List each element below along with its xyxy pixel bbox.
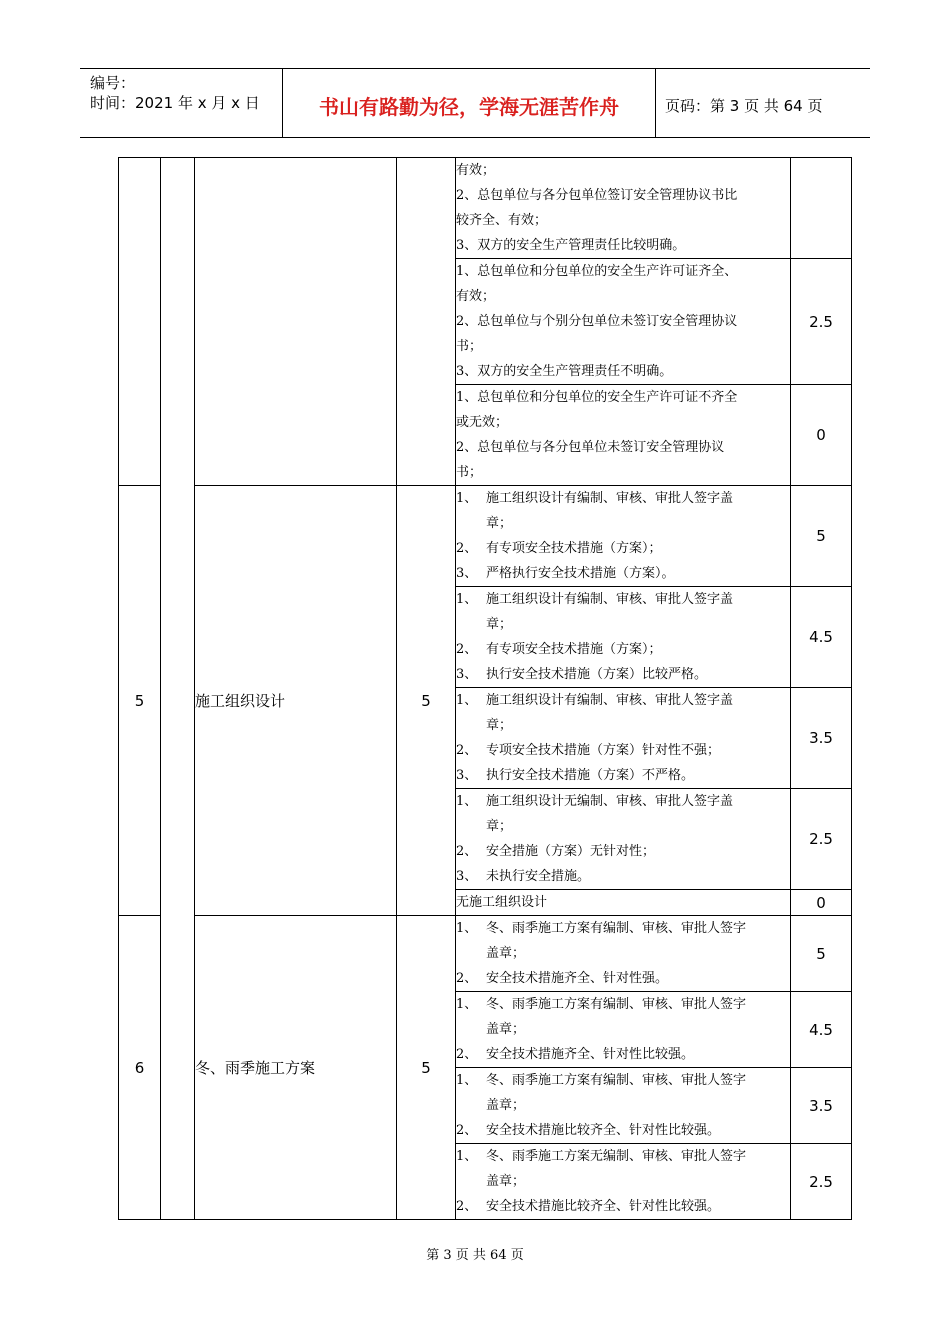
criteria-text: 安全技术措施齐全、针对性强。	[486, 971, 669, 986]
criteria-cell	[456, 916, 791, 992]
criteria-text: 章；	[486, 718, 513, 733]
score-cell: 4.5	[791, 992, 852, 1068]
criteria-line	[456, 713, 790, 738]
criteria-marker: 2、	[456, 743, 478, 758]
criteria-line: 3、双方的安全生产管理责任比较明确。	[456, 238, 686, 253]
criteria-line	[456, 966, 790, 991]
criteria-text: 施工组织设计有编制、审核、审批人签字盖	[486, 693, 734, 708]
criteria-marker: 1、	[456, 997, 478, 1012]
criteria-line	[456, 839, 790, 864]
criteria-marker: 2、	[456, 971, 478, 986]
criteria-marker: 1、	[456, 693, 478, 708]
criteria-line	[456, 1017, 790, 1042]
criteria-line: 有效；	[456, 289, 496, 304]
criteria-text: 章；	[486, 819, 513, 834]
criteria-cell	[456, 158, 791, 259]
row-number-cell	[119, 158, 161, 486]
criteria-text: 冬、雨季施工方案有编制、审核、审批人签字	[486, 997, 747, 1012]
criteria-text: 安全技术措施比较齐全、针对性比较强。	[486, 1123, 721, 1138]
criteria-line	[456, 763, 790, 788]
safety-score-table	[118, 157, 852, 1220]
criteria-line: 2、总包单位与各分包单位未签订安全管理协议	[456, 440, 725, 455]
criteria-marker	[456, 1093, 486, 1118]
criteria-line	[456, 1169, 790, 1194]
document-date-label: 时间：2021 年 x 月 x 日	[90, 94, 260, 112]
criteria-text: 盖章；	[486, 1098, 526, 1113]
criteria-text: 有专项安全技术措施（方案）；	[486, 642, 662, 657]
score-cell: 2.5	[791, 259, 852, 385]
criteria-marker: 1、	[456, 1073, 478, 1088]
score-cell: 0	[791, 890, 852, 916]
criteria-marker: 2、	[456, 1123, 478, 1138]
criteria-marker: 1、	[456, 491, 478, 506]
points-cell: 5	[397, 916, 456, 1220]
criteria-line: 书；	[456, 339, 483, 354]
criteria-line	[456, 789, 790, 814]
criteria-cell	[456, 688, 791, 789]
criteria-marker: 2、	[456, 642, 478, 657]
criteria-cell: 无施工组织设计	[456, 890, 791, 916]
criteria-line	[456, 688, 790, 713]
criteria-marker	[456, 1017, 486, 1042]
criteria-line	[456, 1144, 790, 1169]
criteria-marker	[456, 511, 486, 536]
score-cell: 4.5	[791, 587, 852, 688]
criteria-line: 2、总包单位与个别分包单位未签订安全管理协议	[456, 314, 738, 329]
criteria-line	[456, 511, 790, 536]
points-cell	[397, 158, 456, 486]
criteria-text: 未执行安全措施。	[486, 869, 591, 884]
criteria-cell	[456, 1144, 791, 1220]
criteria-marker: 1、	[456, 921, 478, 936]
criteria-marker: 3、	[456, 869, 478, 884]
header-page-code: 页码：第 3 页 共 64 页	[665, 96, 823, 115]
criteria-line	[456, 1068, 790, 1093]
criteria-text: 冬、雨季施工方案有编制、审核、审批人签字	[486, 1073, 747, 1088]
criteria-text: 有专项安全技术措施（方案）；	[486, 541, 662, 556]
criteria-cell	[456, 1068, 791, 1144]
criteria-marker	[456, 713, 486, 738]
score-cell: 2.5	[791, 789, 852, 890]
row-number-cell: 5	[119, 486, 161, 916]
criteria-text: 施工组织设计有编制、审核、审批人签字盖	[486, 491, 734, 506]
criteria-text: 冬、雨季施工方案有编制、审核、审批人签字	[486, 921, 747, 936]
criteria-line	[456, 637, 790, 662]
criteria-marker	[456, 612, 486, 637]
header-meta	[80, 69, 282, 137]
score-cell: 0	[791, 385, 852, 486]
item-name-cell: 冬、雨季施工方案	[195, 916, 397, 1220]
criteria-text: 施工组织设计有编制、审核、审批人签字盖	[486, 592, 734, 607]
criteria-line: 1、总包单位和分包单位的安全生产许可证齐全、	[456, 264, 738, 279]
criteria-line: 较齐全、有效；	[456, 213, 548, 228]
header-motto: 书山有路勤为径，学海无涯苦作舟	[282, 69, 656, 137]
criteria-line	[456, 561, 790, 586]
criteria-marker: 1、	[456, 592, 478, 607]
criteria-marker	[456, 814, 486, 839]
item-name-cell	[195, 158, 397, 486]
criteria-marker: 2、	[456, 844, 478, 859]
criteria-line	[456, 738, 790, 763]
criteria-cell	[456, 385, 791, 486]
score-cell: 5	[791, 916, 852, 992]
page-header	[80, 68, 870, 138]
criteria-marker: 2、	[456, 1199, 478, 1214]
criteria-text: 安全技术措施比较齐全、针对性比较强。	[486, 1199, 721, 1214]
criteria-marker: 1、	[456, 794, 478, 809]
document-number-label: 编号：	[90, 74, 136, 92]
criteria-text: 施工组织设计无编制、审核、审批人签字盖	[486, 794, 734, 809]
criteria-text: 安全措施（方案）无针对性；	[486, 844, 656, 859]
criteria-text: 盖章；	[486, 1174, 526, 1189]
criteria-line	[456, 587, 790, 612]
criteria-line	[456, 814, 790, 839]
criteria-line: 2、总包单位与各分包单位签订安全管理协议书比	[456, 188, 738, 203]
criteria-cell	[456, 789, 791, 890]
category-cell	[161, 158, 195, 1220]
page-footer: 第 3 页 共 64 页	[426, 1248, 524, 1263]
criteria-text: 执行安全技术措施（方案）比较严格。	[486, 667, 708, 682]
criteria-text: 盖章；	[486, 946, 526, 961]
criteria-line	[456, 992, 790, 1017]
criteria-text: 章；	[486, 617, 513, 632]
points-cell: 5	[397, 486, 456, 916]
criteria-line: 有效；	[456, 163, 496, 178]
criteria-line	[456, 1042, 790, 1067]
criteria-line: 3、双方的安全生产管理责任不明确。	[456, 364, 673, 379]
score-cell: 3.5	[791, 1068, 852, 1144]
criteria-marker: 3、	[456, 667, 478, 682]
criteria-text: 专项安全技术措施（方案）针对性不强；	[486, 743, 721, 758]
criteria-marker	[456, 1169, 486, 1194]
criteria-line	[456, 662, 790, 687]
criteria-line	[456, 916, 790, 941]
criteria-line: 1、总包单位和分包单位的安全生产许可证不齐全	[456, 390, 738, 405]
criteria-marker: 3、	[456, 566, 478, 581]
criteria-line	[456, 486, 790, 511]
item-name-cell: 施工组织设计	[195, 486, 397, 916]
criteria-marker: 1、	[456, 1149, 478, 1164]
score-cell: 2.5	[791, 1144, 852, 1220]
criteria-cell	[456, 259, 791, 385]
criteria-line	[456, 536, 790, 561]
criteria-text: 执行安全技术措施（方案）不严格。	[486, 768, 695, 783]
criteria-text: 冬、雨季施工方案无编制、审核、审批人签字	[486, 1149, 747, 1164]
criteria-cell	[456, 992, 791, 1068]
criteria-text: 严格执行安全技术措施（方案）。	[486, 566, 675, 581]
criteria-line	[456, 1093, 790, 1118]
criteria-cell	[456, 486, 791, 587]
criteria-line: 或无效；	[456, 415, 509, 430]
criteria-marker: 2、	[456, 541, 478, 556]
criteria-marker: 2、	[456, 1047, 478, 1062]
criteria-text: 盖章；	[486, 1022, 526, 1037]
criteria-line	[456, 864, 790, 889]
score-cell: 5	[791, 486, 852, 587]
criteria-line	[456, 612, 790, 637]
criteria-line	[456, 1118, 790, 1143]
criteria-marker: 3、	[456, 768, 478, 783]
score-cell: 3.5	[791, 688, 852, 789]
criteria-cell	[456, 587, 791, 688]
criteria-marker	[456, 941, 486, 966]
score-cell	[791, 158, 852, 259]
row-number-cell: 6	[119, 916, 161, 1220]
criteria-line	[456, 941, 790, 966]
criteria-line: 书；	[456, 465, 483, 480]
criteria-line	[456, 1194, 790, 1219]
criteria-text: 安全技术措施齐全、针对性比较强。	[486, 1047, 695, 1062]
criteria-text: 章；	[486, 516, 513, 531]
